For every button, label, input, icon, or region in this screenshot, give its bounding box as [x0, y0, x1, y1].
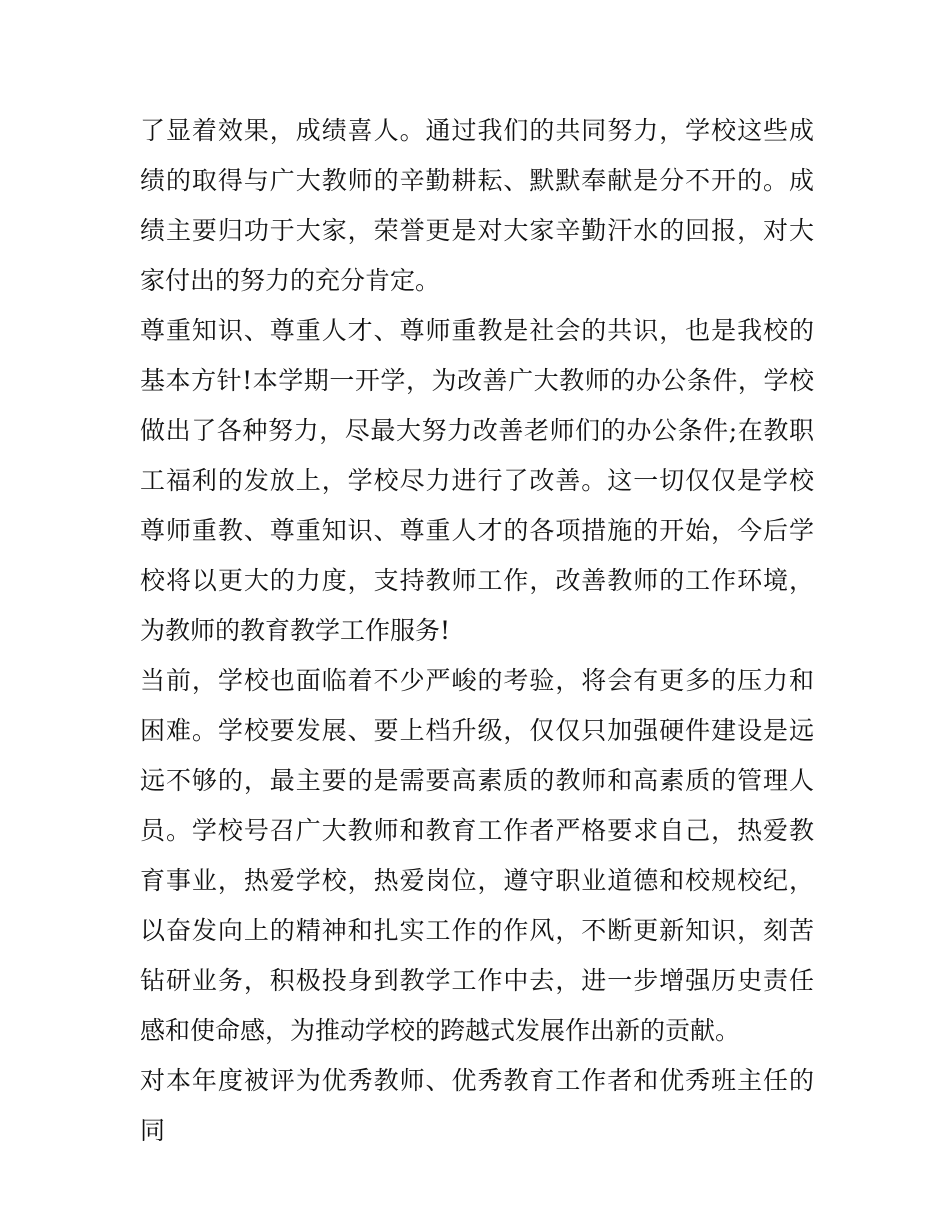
paragraph-3: 当前，学校也面临着不少严峻的考验，将会有更多的压力和困难。学校要发展、要上档升级，仅仅只加强硬件建设是远远不够的，最主要的是需要高素质的教师和高素质的管理人员。学校号召广大教师和教育工作者严格要求自己，热爱教育事业，热爱学校，热爱岗位，遵守职业道德和校规校纪，以奋发向上的精神和扎实工作的作风，不断更新知识，刻苦钻研业务，积极投身到教学工作中去，进一步增强历史责任感和使命感，为推动学校的跨越式发展作出新的贡献。	[140, 666, 814, 1045]
paragraph-2: 尊重知识、尊重人才、尊师重教是社会的共识，也是我校的基本方针!本学期一开学，为改善广大教师的办公条件，学校做出了各种努力，尽最大努力改善老师们的办公条件;在教职工福利的发放上，学校尽力进行了改善。这一切仅仅是学校尊师重教、尊重知识、尊重人才的各项措施的开始，今后学校将以更大的力度，支持教师工作，改善教师的工作环境，为教师的教育教学工作服务!	[140, 316, 814, 645]
document-body	[140, 106, 814, 1156]
paragraph-1: 了显着效果，成绩喜人。通过我们的共同努力，学校这些成绩的取得与广大教师的辛勤耕耘、默默奉献是分不开的。成绩主要归功于大家，荣誉更是对大家辛勤汗水的回报，对大家付出的努力的充分肯定。	[140, 116, 814, 295]
paragraph-4: 对本年度被评为优秀教师、优秀教育工作者和优秀班主任的同	[140, 1066, 814, 1145]
